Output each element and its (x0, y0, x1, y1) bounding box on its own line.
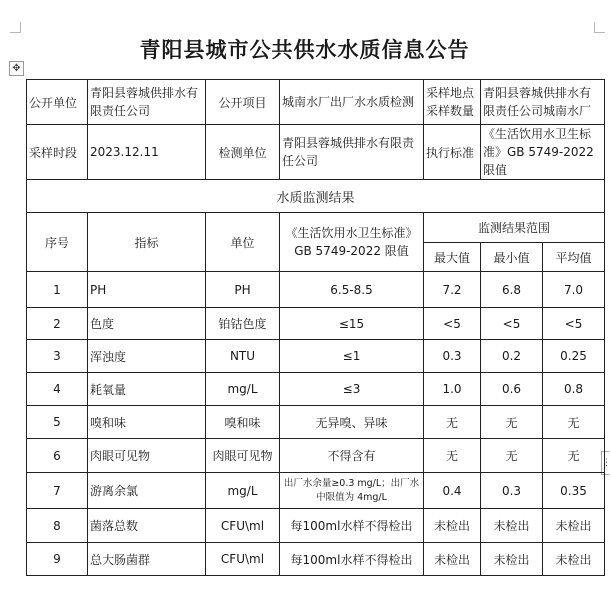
cell-unit: 铂钴色度 (206, 308, 280, 340)
table-row (27, 439, 605, 473)
info-row-2 (27, 125, 605, 180)
cell-standard: 无异嗅、异味 (280, 406, 424, 439)
cell-item: 菌落总数 (88, 509, 206, 543)
cell-unit: NTU (206, 340, 280, 373)
header-item: 指标 (88, 213, 206, 272)
cell-item: 嗅和味 (88, 406, 206, 439)
cell-no: 2 (27, 308, 88, 340)
cell-unit: CFU\ml (206, 543, 280, 576)
cell-avg: 无 (543, 406, 605, 439)
cell-max: 未检出 (424, 543, 481, 576)
cell-unit: PH (206, 272, 280, 308)
cell-standard: 出厂水余量≥0.3 mg/L；出厂水中限值为 4mg/L (280, 473, 424, 509)
cell-item: 肉眼可见物 (88, 439, 206, 473)
cell-max: 1.0 (424, 373, 481, 406)
cell-no: 8 (27, 509, 88, 543)
cell-standard: 每100ml水样不得检出 (280, 543, 424, 576)
cell-min: 无 (481, 439, 543, 473)
cell-max: 0.3 (424, 340, 481, 373)
label-standard: 执行标准 (424, 125, 481, 180)
table-row (27, 272, 605, 308)
cell-no: 3 (27, 340, 88, 373)
cell-unit: 嗅和味 (206, 406, 280, 439)
cell-min: 未检出 (481, 509, 543, 543)
table-row (27, 543, 605, 576)
section-title: 水质监测结果 (27, 180, 605, 213)
document-title: 青阳县城市公共供水水质信息公告 (139, 38, 470, 62)
cell-unit: mg/L (206, 373, 280, 406)
move-icon[interactable]: ✥ (9, 61, 24, 76)
header-range: 监测结果范围 (424, 213, 605, 243)
label-testing-unit: 检测单位 (206, 125, 280, 180)
cell-standard: ≤15 (280, 308, 424, 340)
header-avg: 平均值 (543, 243, 605, 272)
cell-item: 耗氧量 (88, 373, 206, 406)
cell-max: <5 (424, 308, 481, 340)
header-row-1 (27, 213, 605, 243)
cell-avg: 无 (543, 439, 605, 473)
info-row-1 (27, 80, 605, 125)
cell-min: 0.6 (481, 373, 543, 406)
value-sampling-period: 2023.12.11 (88, 125, 206, 180)
header-no: 序号 (27, 213, 88, 272)
cell-item: 浑浊度 (88, 340, 206, 373)
page-corner-mark-left (10, 22, 21, 33)
cell-avg: 未检出 (543, 509, 605, 543)
cell-no: 5 (27, 406, 88, 439)
water-quality-table (26, 79, 605, 576)
table-row (27, 406, 605, 439)
label-sampling-period: 采样时段 (27, 125, 88, 180)
cell-min: 0.2 (481, 340, 543, 373)
cell-avg: <5 (543, 308, 605, 340)
label-sampling-place: 采样地点采样数量 (424, 80, 481, 125)
table-row (27, 373, 605, 406)
cell-no: 9 (27, 543, 88, 576)
label-publish-unit: 公开单位 (27, 80, 88, 125)
cell-item: PH (88, 272, 206, 308)
cell-standard: 6.5-8.5 (280, 272, 424, 308)
cell-item: 总大肠菌群 (88, 543, 206, 576)
cell-min: 未检出 (481, 543, 543, 576)
cell-min: <5 (481, 308, 543, 340)
cell-avg: 0.35 (543, 473, 605, 509)
cell-no: 4 (27, 373, 88, 406)
cell-max: 7.2 (424, 272, 481, 308)
cell-standard: ≤3 (280, 373, 424, 406)
cell-avg: 0.8 (543, 373, 605, 406)
cell-avg: 未检出 (543, 543, 605, 576)
cell-unit: mg/L (206, 473, 280, 509)
value-standard: 《生活饮用水卫生标准》GB 5749-2022 限值 (481, 125, 605, 180)
cell-min: 6.8 (481, 272, 543, 308)
cell-min: 0.3 (481, 473, 543, 509)
label-publish-item: 公开项目 (206, 80, 280, 125)
cell-avg: 0.25 (543, 340, 605, 373)
cell-max: 无 (424, 406, 481, 439)
value-publish-unit: 青阳县蓉城供排水有限责任公司 (88, 80, 206, 125)
cell-standard: 不得含有 (280, 439, 424, 473)
cell-item: 色度 (88, 308, 206, 340)
header-min: 最小值 (481, 243, 543, 272)
page-corner-mark-right (594, 22, 605, 33)
cell-unit: 肉眼可见物 (206, 439, 280, 473)
cell-avg: 7.0 (543, 272, 605, 308)
cell-standard: ≤1 (280, 340, 424, 373)
cell-standard: 每100ml水样不得检出 (280, 509, 424, 543)
value-publish-item: 城南水厂出厂水水质检测 (280, 80, 424, 125)
section-title-row (27, 180, 605, 213)
table-row (27, 509, 605, 543)
header-unit: 单位 (206, 213, 280, 272)
table-row (27, 308, 605, 340)
cell-max: 0.4 (424, 473, 481, 509)
header-standard: 《生活饮用水卫生标准》GB 5749-2022 限值 (280, 213, 424, 272)
cell-unit: CFU\ml (206, 509, 280, 543)
resize-handle-icon[interactable]: ⋮ (601, 451, 609, 475)
value-sampling-place: 青阳县蓉城供排水有限责任公司城南水厂 (481, 80, 605, 125)
cell-item: 游离余氯 (88, 473, 206, 509)
table-row (27, 473, 605, 509)
cell-no: 6 (27, 439, 88, 473)
cell-min: 无 (481, 406, 543, 439)
cell-max: 未检出 (424, 509, 481, 543)
value-testing-unit: 青阳县蓉城供排水有限责任公司 (280, 125, 424, 180)
header-max: 最大值 (424, 243, 481, 272)
cell-max: 无 (424, 439, 481, 473)
table-row (27, 340, 605, 373)
cell-no: 1 (27, 272, 88, 308)
cell-no: 7 (27, 473, 88, 509)
